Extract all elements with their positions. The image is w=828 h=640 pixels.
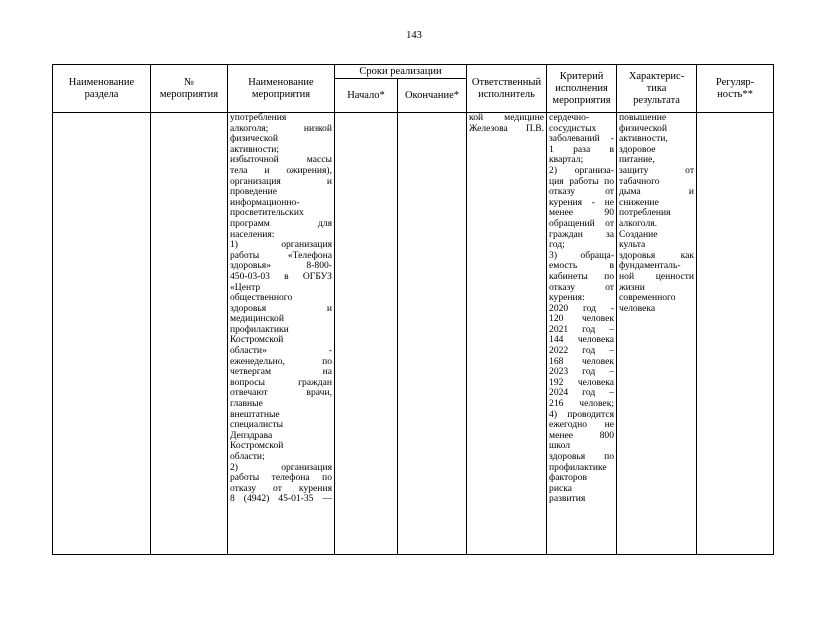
cell-line: здоровое [619, 144, 656, 155]
cell-line: 4) проводится [549, 409, 615, 420]
cell-line: дыма и [619, 187, 695, 198]
cell-line: медицинской [230, 314, 284, 325]
cell-line: 450-03-03 в ОГБУЗ [230, 271, 332, 282]
cell-line: активности, [619, 134, 668, 145]
cell-line: менее 800 [549, 430, 615, 441]
cell-line: фундаменталь- [619, 261, 681, 272]
activity-table [52, 64, 774, 555]
cell-line: сосудистых [549, 123, 597, 134]
cell-line: здоровья по [549, 452, 615, 462]
cell-line: защиту от [619, 165, 695, 176]
cell-line: Костромской [230, 335, 284, 346]
cell-line: развития [549, 494, 586, 505]
cell-line: вопросы граждан [230, 377, 332, 388]
cell-line: профилактике [549, 462, 607, 473]
cell-line: менее 90 [549, 208, 615, 219]
cell-line: 120 человек [549, 314, 615, 325]
cell-line: Депздрава [230, 430, 273, 441]
cell-line: 2022 год – [549, 346, 615, 357]
cell-event [228, 113, 335, 555]
header-responsible: Ответственный исполнитель [467, 65, 547, 113]
cell-line: год; [549, 240, 565, 251]
cell-line: 1 раза в [549, 144, 615, 155]
cell-responsible [467, 113, 547, 555]
cell-line: «Центр [230, 282, 261, 293]
cell-line: потребления [619, 208, 671, 219]
cell-line: проведение [230, 187, 277, 198]
cell-line: организация и [230, 176, 332, 187]
cell-line: ежегодно не [549, 420, 615, 431]
cell-line: заболеваний - [549, 134, 615, 145]
cell-line: курения: [549, 293, 585, 304]
cell-line: алкоголя; низкой [230, 123, 332, 134]
cell-line: 144 человека [549, 335, 615, 346]
cell-line: здоровья как [619, 250, 695, 261]
cell-line: 192 человека [549, 377, 615, 388]
cell-line: физической [619, 123, 667, 134]
cell-line: 2024 год – [549, 388, 615, 399]
header-criterion: Критерий исполнения мероприятия [547, 65, 617, 113]
cell-criterion [547, 113, 617, 555]
header-result: Характерис- тика результата [617, 65, 697, 113]
cell-line: Железова П.В. [469, 123, 545, 134]
cell-line: школ [549, 441, 571, 452]
cell-line: табачного [619, 176, 660, 187]
header-event: Наименование мероприятия [228, 65, 335, 113]
cell-line: физической [230, 134, 278, 145]
cell-line: 2021 год – [549, 324, 615, 335]
cell-line: работы телефона по [230, 473, 332, 484]
cell-line: специалисты [230, 420, 284, 431]
cell-line: культа [619, 240, 646, 251]
cell-line: кабинеты по [549, 271, 615, 282]
header-regularity: Регуляр- ность** [697, 65, 774, 113]
cell-line: кой медицине [469, 113, 545, 123]
cell-line: тела и ожирения), [230, 165, 332, 176]
header-number: № мероприятия [151, 65, 228, 113]
cell-line: отказу от [549, 282, 615, 293]
header-deadlines: Сроки реализации [335, 65, 467, 79]
cell-line: алкоголя. [619, 218, 658, 229]
cell-section [53, 113, 151, 555]
cell-line: ной ценности [619, 271, 695, 282]
cell-line: населения: [230, 229, 275, 240]
cell-line: области» - [230, 346, 332, 357]
cell-line: риска [549, 483, 572, 494]
cell-line: четвергам на [230, 367, 332, 378]
cell-line: программ для [230, 218, 332, 229]
cell-end [398, 113, 467, 555]
cell-regularity [697, 113, 774, 555]
cell-line: 2020 год - [549, 303, 615, 314]
cell-line: питание, [619, 155, 655, 166]
cell-line: Создание [619, 229, 658, 240]
cell-line: 2) организа- [549, 165, 615, 176]
cell-line: отвечают врачи, [230, 388, 332, 399]
cell-line: 3) обраща- [549, 250, 615, 261]
cell-line: профилактики [230, 324, 289, 335]
cell-line: 216 человек; [549, 399, 615, 410]
cell-line: еженедельно, по [230, 356, 332, 367]
cell-line: просветительских [230, 208, 304, 219]
cell-line: человека [619, 303, 656, 314]
cell-line: 2) организация [230, 462, 332, 473]
header-end: Окончание* [398, 79, 467, 113]
cell-line: жизни [619, 282, 645, 293]
header-start: Начало* [335, 79, 398, 113]
cell-line: курения - не [549, 197, 615, 208]
cell-line: 1) организация [230, 240, 332, 251]
cell-line: факторов [549, 473, 588, 484]
cell-line: повышение [619, 113, 667, 123]
cell-line: внештатные [230, 409, 280, 420]
cell-line: сердечно- [549, 113, 590, 123]
cell-line: 2023 год – [549, 367, 615, 378]
cell-line: ция работы по [549, 176, 615, 187]
cell-start [335, 113, 398, 555]
cell-line: отказу от курения [230, 483, 332, 494]
cell-number [151, 113, 228, 555]
cell-result [617, 113, 697, 555]
cell-line: общественного [230, 293, 293, 304]
cell-line: активности; [230, 144, 280, 155]
cell-line: употребления [230, 113, 287, 123]
cell-line: информационно- [230, 197, 300, 208]
header-section: Наименование раздела [53, 65, 151, 113]
cell-line: 8 (4942) 45-01-35 — [230, 494, 332, 505]
table-row [53, 113, 774, 555]
cell-line: снижение [619, 197, 659, 208]
page-number: 143 [406, 30, 422, 41]
cell-line: избыточной массы [230, 155, 332, 166]
cell-line: Костромской [230, 441, 284, 452]
cell-line: обращений от [549, 218, 615, 229]
cell-line: отказу от [549, 187, 615, 198]
cell-line: емость в [549, 261, 615, 272]
cell-line: современного [619, 293, 676, 304]
cell-line: здоровья и [230, 303, 332, 314]
cell-line: граждан за [549, 229, 615, 240]
cell-line: квартал; [549, 155, 584, 166]
cell-line: области; [230, 452, 265, 462]
cell-line: 168 человек [549, 356, 615, 367]
cell-line: здоровья» 8-800- [230, 261, 332, 272]
cell-line: работы «Телефона [230, 250, 332, 261]
cell-line: главные [230, 399, 263, 410]
